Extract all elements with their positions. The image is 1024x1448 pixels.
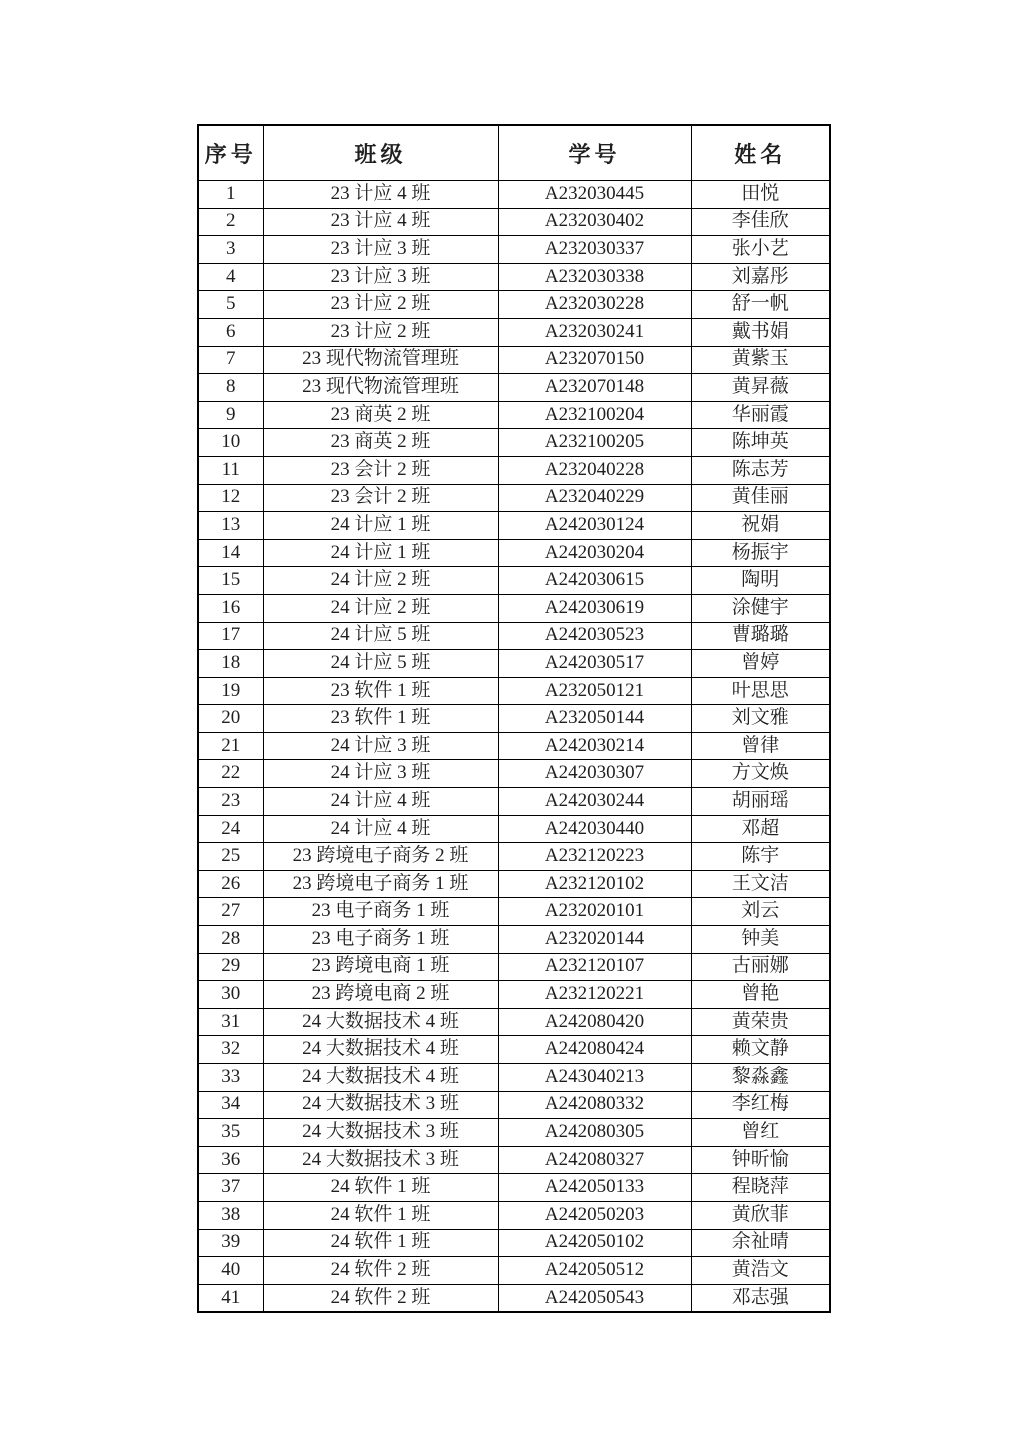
student-id-cell: A232120107 xyxy=(498,953,691,981)
row-number-cell: 39 xyxy=(198,1229,263,1257)
row-number-cell: 8 xyxy=(198,374,263,402)
table-row xyxy=(198,1146,830,1174)
table-row xyxy=(198,291,830,319)
student-id-cell: A232030402 xyxy=(498,208,691,236)
class-cell: 23 商英 2 班 xyxy=(263,401,498,429)
name-cell: 张小艺 xyxy=(691,236,830,264)
student-id-cell: A232100205 xyxy=(498,429,691,457)
student-roster-table xyxy=(197,124,831,1313)
header-row xyxy=(198,125,830,181)
name-cell: 曾婷 xyxy=(691,650,830,678)
student-id-cell: A242050102 xyxy=(498,1229,691,1257)
table-row xyxy=(198,208,830,236)
row-number-cell: 24 xyxy=(198,815,263,843)
name-cell: 叶思思 xyxy=(691,677,830,705)
row-number-cell: 33 xyxy=(198,1064,263,1092)
header-name: 姓名 xyxy=(691,125,830,181)
student-id-cell: A232030228 xyxy=(498,291,691,319)
name-cell: 余祉晴 xyxy=(691,1229,830,1257)
class-cell: 24 计应 1 班 xyxy=(263,512,498,540)
row-number-cell: 28 xyxy=(198,926,263,954)
student-id-cell: A242050203 xyxy=(498,1201,691,1229)
table-row xyxy=(198,981,830,1009)
student-id-cell: A242030307 xyxy=(498,760,691,788)
student-id-cell: A242030440 xyxy=(498,815,691,843)
class-cell: 23 跨境电商 2 班 xyxy=(263,981,498,1009)
name-cell: 方文焕 xyxy=(691,760,830,788)
name-cell: 刘嘉彤 xyxy=(691,263,830,291)
name-cell: 舒一帆 xyxy=(691,291,830,319)
table-row xyxy=(198,650,830,678)
class-cell: 24 计应 2 班 xyxy=(263,567,498,595)
header-row-number: 序号 xyxy=(198,125,263,181)
student-id-cell: A232070148 xyxy=(498,374,691,402)
class-cell: 23 现代物流管理班 xyxy=(263,346,498,374)
table-row xyxy=(198,1119,830,1147)
row-number-cell: 16 xyxy=(198,594,263,622)
table-row xyxy=(198,263,830,291)
student-id-cell: A242030523 xyxy=(498,622,691,650)
row-number-cell: 1 xyxy=(198,181,263,209)
name-cell: 钟昕愉 xyxy=(691,1146,830,1174)
row-number-cell: 31 xyxy=(198,1008,263,1036)
table-row xyxy=(198,843,830,871)
row-number-cell: 34 xyxy=(198,1091,263,1119)
table-row xyxy=(198,870,830,898)
row-number-cell: 23 xyxy=(198,788,263,816)
class-cell: 24 计应 1 班 xyxy=(263,539,498,567)
student-id-cell: A242050543 xyxy=(498,1284,691,1312)
class-cell: 23 计应 2 班 xyxy=(263,318,498,346)
table-row xyxy=(198,1036,830,1064)
student-id-cell: A242030615 xyxy=(498,567,691,595)
student-id-cell: A232040229 xyxy=(498,484,691,512)
class-cell: 23 跨境电子商务 2 班 xyxy=(263,843,498,871)
row-number-cell: 12 xyxy=(198,484,263,512)
table-row xyxy=(198,318,830,346)
name-cell: 陈宇 xyxy=(691,843,830,871)
table-row xyxy=(198,346,830,374)
table-row xyxy=(198,705,830,733)
name-cell: 黄佳丽 xyxy=(691,484,830,512)
class-cell: 23 电子商务 1 班 xyxy=(263,898,498,926)
class-cell: 23 商英 2 班 xyxy=(263,429,498,457)
table-row xyxy=(198,1064,830,1092)
student-id-cell: A232030445 xyxy=(498,181,691,209)
table-row xyxy=(198,677,830,705)
table-row xyxy=(198,512,830,540)
name-cell: 黄浩文 xyxy=(691,1257,830,1285)
student-id-cell: A242030204 xyxy=(498,539,691,567)
name-cell: 黄紫玉 xyxy=(691,346,830,374)
row-number-cell: 2 xyxy=(198,208,263,236)
row-number-cell: 29 xyxy=(198,953,263,981)
table-row xyxy=(198,926,830,954)
row-number-cell: 20 xyxy=(198,705,263,733)
table-row xyxy=(198,1091,830,1119)
name-cell: 陈志芳 xyxy=(691,456,830,484)
name-cell: 李佳欣 xyxy=(691,208,830,236)
row-number-cell: 6 xyxy=(198,318,263,346)
class-cell: 24 计应 5 班 xyxy=(263,622,498,650)
row-number-cell: 37 xyxy=(198,1174,263,1202)
row-number-cell: 13 xyxy=(198,512,263,540)
class-cell: 23 跨境电子商务 1 班 xyxy=(263,870,498,898)
table-row xyxy=(198,1284,830,1312)
student-id-cell: A232120221 xyxy=(498,981,691,1009)
table-body xyxy=(198,181,830,1313)
table-row xyxy=(198,374,830,402)
student-id-cell: A242050512 xyxy=(498,1257,691,1285)
name-cell: 陈坤英 xyxy=(691,429,830,457)
name-cell: 田悦 xyxy=(691,181,830,209)
student-id-cell: A242030244 xyxy=(498,788,691,816)
student-id-cell: A242080305 xyxy=(498,1119,691,1147)
student-id-cell: A242030214 xyxy=(498,732,691,760)
student-id-cell: A232030241 xyxy=(498,318,691,346)
table-row xyxy=(198,484,830,512)
class-cell: 24 计应 4 班 xyxy=(263,815,498,843)
class-cell: 23 软件 1 班 xyxy=(263,705,498,733)
student-id-cell: A232120102 xyxy=(498,870,691,898)
student-id-cell: A242080424 xyxy=(498,1036,691,1064)
row-number-cell: 41 xyxy=(198,1284,263,1312)
name-cell: 华丽霞 xyxy=(691,401,830,429)
class-cell: 23 跨境电商 1 班 xyxy=(263,953,498,981)
student-id-cell: A242080332 xyxy=(498,1091,691,1119)
name-cell: 钟美 xyxy=(691,926,830,954)
row-number-cell: 10 xyxy=(198,429,263,457)
name-cell: 曾律 xyxy=(691,732,830,760)
name-cell: 赖文静 xyxy=(691,1036,830,1064)
table-row xyxy=(198,1008,830,1036)
table-row xyxy=(198,815,830,843)
class-cell: 24 大数据技术 3 班 xyxy=(263,1119,498,1147)
student-id-cell: A232070150 xyxy=(498,346,691,374)
class-cell: 23 电子商务 1 班 xyxy=(263,926,498,954)
class-cell: 23 计应 2 班 xyxy=(263,291,498,319)
row-number-cell: 36 xyxy=(198,1146,263,1174)
student-id-cell: A242030517 xyxy=(498,650,691,678)
row-number-cell: 3 xyxy=(198,236,263,264)
row-number-cell: 14 xyxy=(198,539,263,567)
student-id-cell: A232030337 xyxy=(498,236,691,264)
name-cell: 曹璐璐 xyxy=(691,622,830,650)
class-cell: 23 现代物流管理班 xyxy=(263,374,498,402)
class-cell: 24 大数据技术 3 班 xyxy=(263,1091,498,1119)
header-student-id: 学号 xyxy=(498,125,691,181)
table-row xyxy=(198,236,830,264)
class-cell: 24 大数据技术 4 班 xyxy=(263,1036,498,1064)
class-cell: 23 软件 1 班 xyxy=(263,677,498,705)
class-cell: 24 计应 4 班 xyxy=(263,788,498,816)
name-cell: 刘文雅 xyxy=(691,705,830,733)
table-row xyxy=(198,732,830,760)
name-cell: 祝娟 xyxy=(691,512,830,540)
student-id-cell: A242050133 xyxy=(498,1174,691,1202)
name-cell: 王文洁 xyxy=(691,870,830,898)
student-id-cell: A232120223 xyxy=(498,843,691,871)
student-id-cell: A232020101 xyxy=(498,898,691,926)
class-cell: 24 大数据技术 3 班 xyxy=(263,1146,498,1174)
name-cell: 刘云 xyxy=(691,898,830,926)
name-cell: 胡丽瑶 xyxy=(691,788,830,816)
name-cell: 黄欣菲 xyxy=(691,1201,830,1229)
name-cell: 程晓萍 xyxy=(691,1174,830,1202)
row-number-cell: 4 xyxy=(198,263,263,291)
class-cell: 24 软件 1 班 xyxy=(263,1201,498,1229)
student-id-cell: A232040228 xyxy=(498,456,691,484)
row-number-cell: 27 xyxy=(198,898,263,926)
class-cell: 24 软件 2 班 xyxy=(263,1284,498,1312)
row-number-cell: 9 xyxy=(198,401,263,429)
student-id-cell: A232020144 xyxy=(498,926,691,954)
table-row xyxy=(198,788,830,816)
name-cell: 黎淼鑫 xyxy=(691,1064,830,1092)
student-id-cell: A243040213 xyxy=(498,1064,691,1092)
name-cell: 戴书娟 xyxy=(691,318,830,346)
name-cell: 黄昇薇 xyxy=(691,374,830,402)
class-cell: 24 大数据技术 4 班 xyxy=(263,1064,498,1092)
table-row xyxy=(198,953,830,981)
name-cell: 古丽娜 xyxy=(691,953,830,981)
row-number-cell: 40 xyxy=(198,1257,263,1285)
table-row xyxy=(198,181,830,209)
row-number-cell: 5 xyxy=(198,291,263,319)
class-cell: 24 计应 3 班 xyxy=(263,760,498,788)
table-row xyxy=(198,429,830,457)
table-row xyxy=(198,1201,830,1229)
name-cell: 曾红 xyxy=(691,1119,830,1147)
row-number-cell: 11 xyxy=(198,456,263,484)
row-number-cell: 30 xyxy=(198,981,263,1009)
name-cell: 邓志强 xyxy=(691,1284,830,1312)
student-id-cell: A232100204 xyxy=(498,401,691,429)
table-row xyxy=(198,594,830,622)
row-number-cell: 18 xyxy=(198,650,263,678)
table-row xyxy=(198,1257,830,1285)
row-number-cell: 22 xyxy=(198,760,263,788)
header-class: 班级 xyxy=(263,125,498,181)
class-cell: 24 软件 1 班 xyxy=(263,1229,498,1257)
row-number-cell: 21 xyxy=(198,732,263,760)
class-cell: 24 大数据技术 4 班 xyxy=(263,1008,498,1036)
class-cell: 23 计应 3 班 xyxy=(263,236,498,264)
row-number-cell: 32 xyxy=(198,1036,263,1064)
row-number-cell: 26 xyxy=(198,870,263,898)
name-cell: 涂健宇 xyxy=(691,594,830,622)
class-cell: 24 软件 2 班 xyxy=(263,1257,498,1285)
table-row xyxy=(198,401,830,429)
row-number-cell: 38 xyxy=(198,1201,263,1229)
student-id-cell: A232050121 xyxy=(498,677,691,705)
row-number-cell: 7 xyxy=(198,346,263,374)
name-cell: 曾艳 xyxy=(691,981,830,1009)
table-row xyxy=(198,1174,830,1202)
table-row xyxy=(198,760,830,788)
table-row xyxy=(198,898,830,926)
class-cell: 24 计应 5 班 xyxy=(263,650,498,678)
class-cell: 24 计应 2 班 xyxy=(263,594,498,622)
name-cell: 黄荣贵 xyxy=(691,1008,830,1036)
name-cell: 杨振宇 xyxy=(691,539,830,567)
table-row xyxy=(198,456,830,484)
table-row xyxy=(198,539,830,567)
class-cell: 23 计应 4 班 xyxy=(263,181,498,209)
student-id-cell: A242080327 xyxy=(498,1146,691,1174)
name-cell: 李红梅 xyxy=(691,1091,830,1119)
student-id-cell: A242030619 xyxy=(498,594,691,622)
table-row xyxy=(198,622,830,650)
class-cell: 23 计应 3 班 xyxy=(263,263,498,291)
table-row xyxy=(198,567,830,595)
row-number-cell: 35 xyxy=(198,1119,263,1147)
class-cell: 23 会计 2 班 xyxy=(263,456,498,484)
row-number-cell: 19 xyxy=(198,677,263,705)
table-row xyxy=(198,1229,830,1257)
student-id-cell: A242080420 xyxy=(498,1008,691,1036)
class-cell: 23 计应 4 班 xyxy=(263,208,498,236)
student-id-cell: A242030124 xyxy=(498,512,691,540)
row-number-cell: 15 xyxy=(198,567,263,595)
class-cell: 24 软件 1 班 xyxy=(263,1174,498,1202)
name-cell: 陶明 xyxy=(691,567,830,595)
name-cell: 邓超 xyxy=(691,815,830,843)
row-number-cell: 25 xyxy=(198,843,263,871)
student-id-cell: A232030338 xyxy=(498,263,691,291)
class-cell: 24 计应 3 班 xyxy=(263,732,498,760)
row-number-cell: 17 xyxy=(198,622,263,650)
student-id-cell: A232050144 xyxy=(498,705,691,733)
class-cell: 23 会计 2 班 xyxy=(263,484,498,512)
